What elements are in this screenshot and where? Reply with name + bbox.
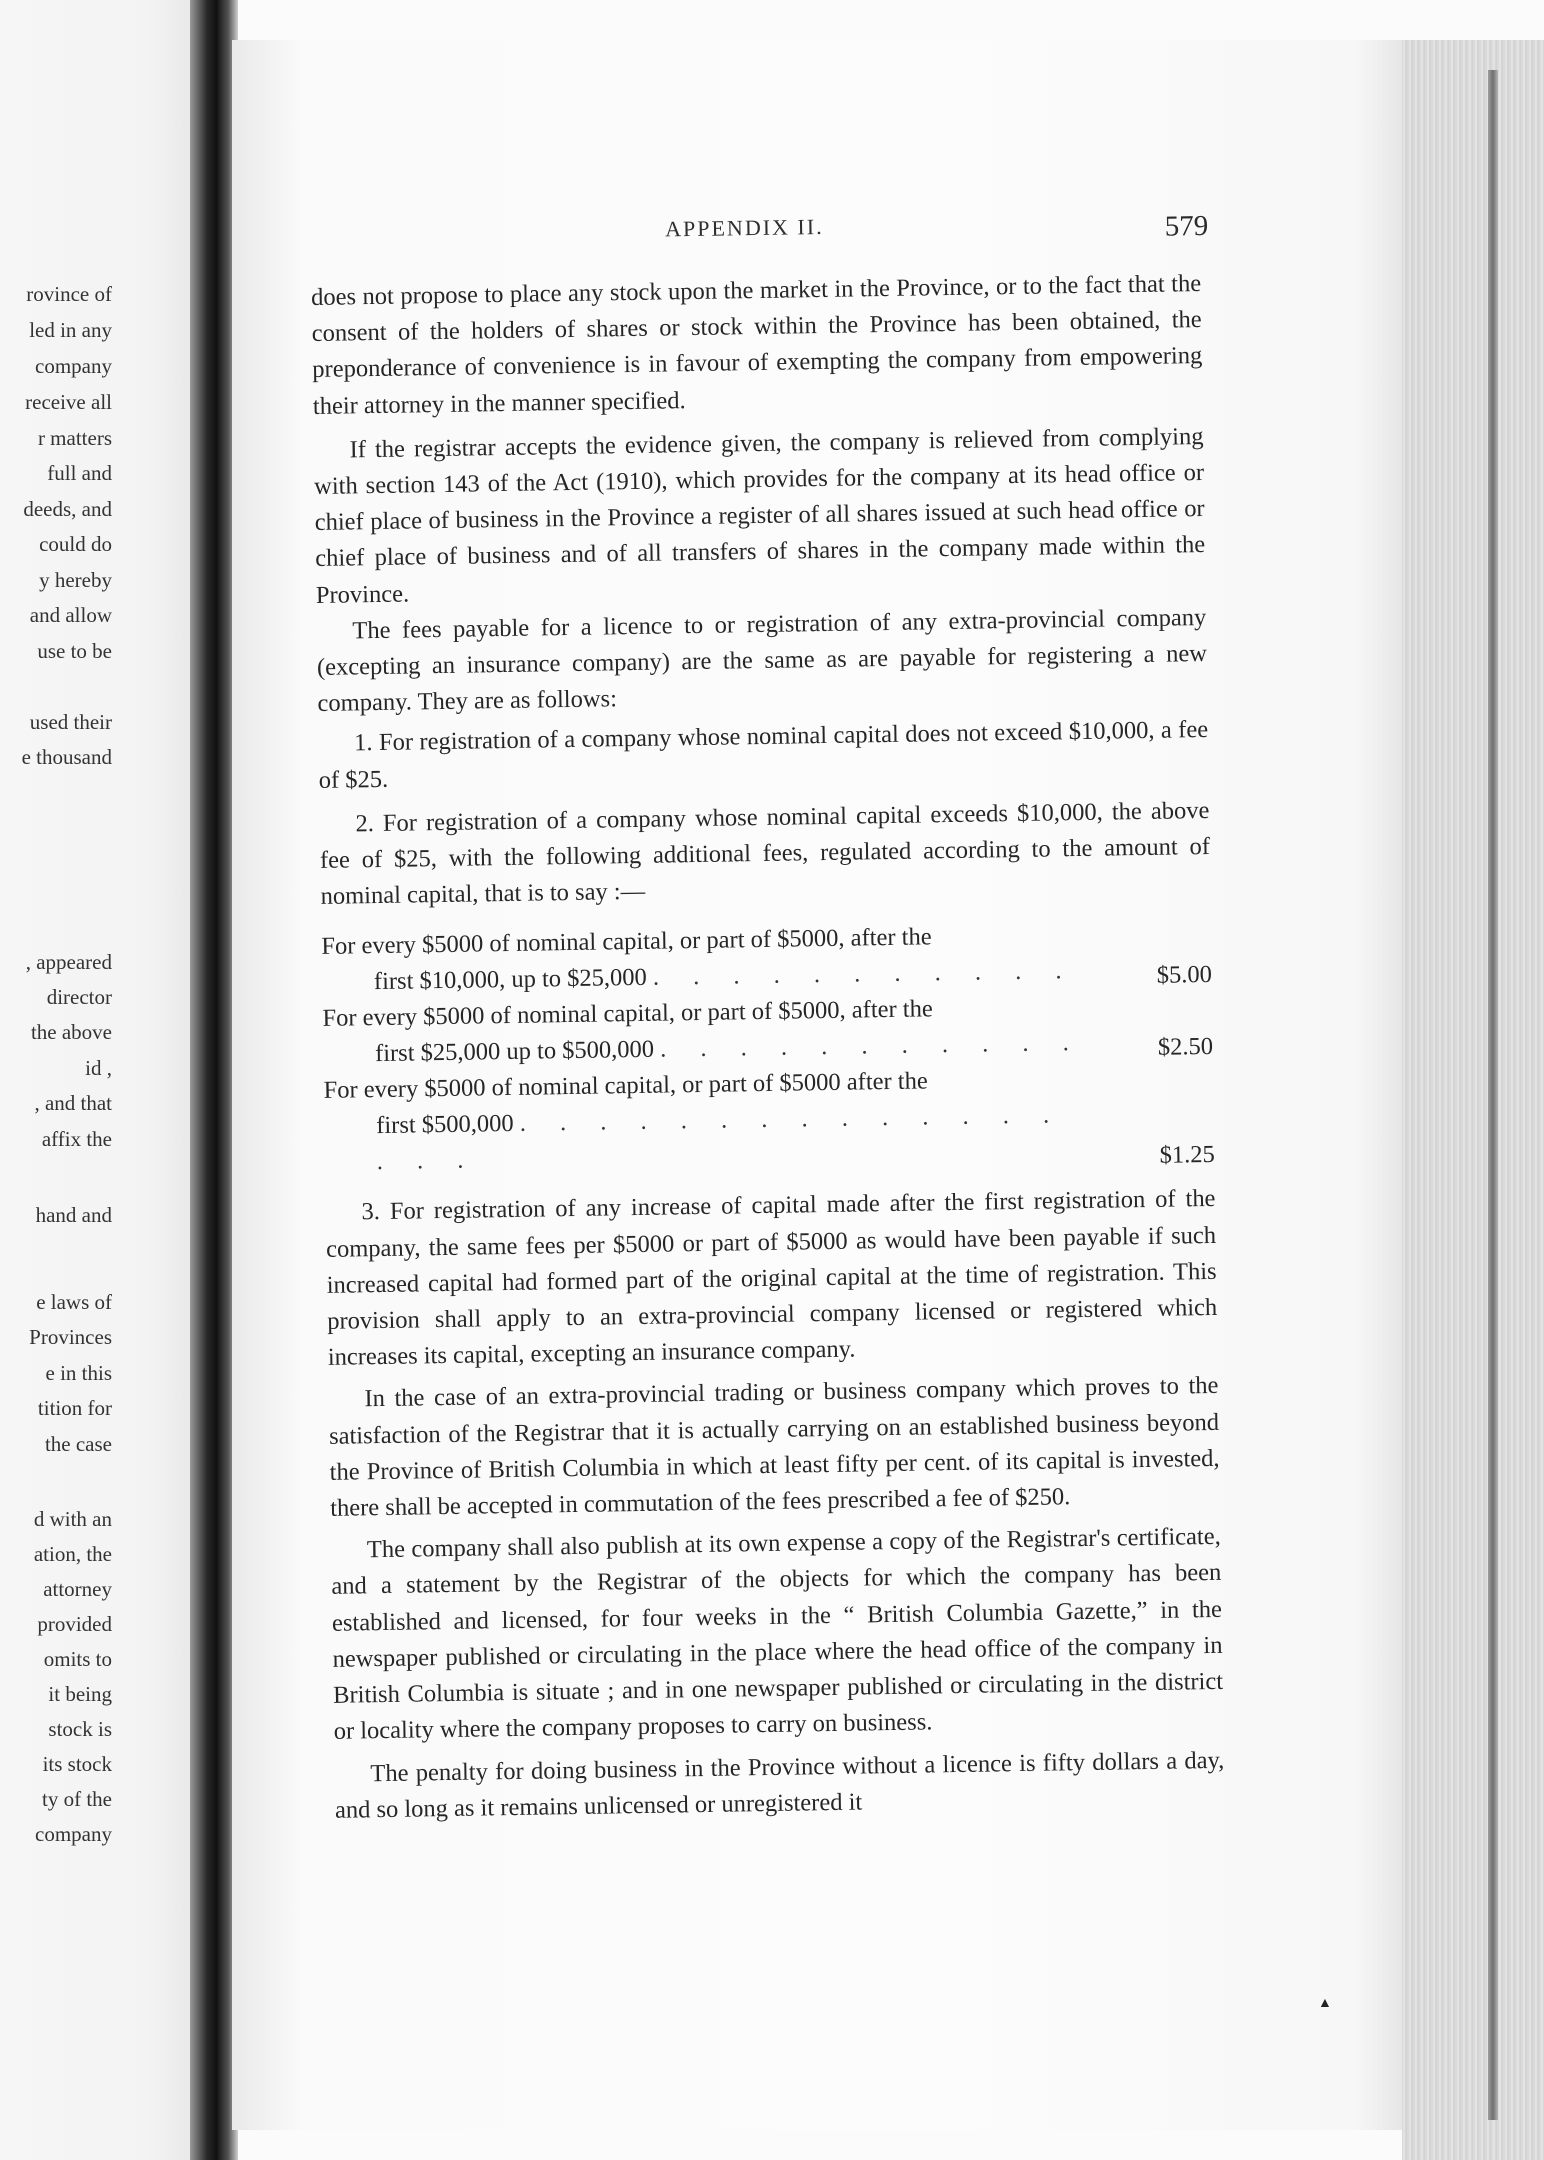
fee-schedule — [321, 915, 1215, 1181]
left-line: the above — [30, 1020, 112, 1044]
page-number: 579 — [1164, 209, 1209, 243]
left-line: omits to — [43, 1647, 112, 1671]
fee-amount: $2.50 — [1157, 1033, 1214, 1062]
left-line: e laws of — [36, 1290, 112, 1314]
left-line: , and that — [34, 1091, 112, 1115]
previous-page — [0, 0, 212, 2160]
page-text — [310, 208, 1225, 1829]
left-line: id , — [85, 1056, 112, 1080]
fee-row — [323, 1059, 1215, 1181]
left-line: , appeared — [25, 950, 112, 974]
left-line: stock is — [48, 1717, 112, 1741]
fee-description-continued: first $500,000 — [375, 1110, 514, 1140]
leader-dots: . . . . . . . . . . . — [659, 1029, 1083, 1064]
left-line: receive all — [25, 390, 112, 414]
left-line: rovince of — [26, 282, 112, 306]
fee-description: For every $5000 of nominal capital, or part of $5000, after the — [321, 923, 932, 961]
left-line: tition for — [37, 1396, 112, 1420]
fee-row — [322, 987, 1213, 1073]
left-line: company — [35, 1822, 112, 1846]
fee-description-continued: first $25,000 up to $500,000 — [374, 1036, 655, 1068]
left-line: affix the — [41, 1127, 112, 1151]
fee-row — [321, 915, 1212, 1001]
fee-amount: $1.25 — [1159, 1141, 1215, 1170]
paragraph: 3. For registration of any increase of capital made after the first registration of the company, the same fees per $5000 or part of $5000 as would have been payable if such increased capital had formed part of the original capital at the time of registration. This provision shall apply to an extra-provincial company licensed or registered which increases its capital, excepting an insurance company. — [325, 1185, 1218, 1372]
left-line: use to be — [37, 639, 112, 663]
left-line: company — [35, 354, 112, 378]
paragraph: does not propose to place any stock upon the market in the Province, or to the fact that the consent of the holders of shares or stock within the Province has been obtained, the preponderance of convenience is in favour of exempting the company from empowering their attorney in the manner specified. — [310, 270, 1203, 420]
left-line: y hereby — [39, 568, 112, 592]
left-line: director — [46, 985, 112, 1009]
paragraph: 1. For registration of a company whose nominal capital does not exceed $10,000, a fee of $25. — [318, 716, 1209, 794]
paragraph: The fees payable for a licence to or registration of any extra-provincial company (excepting an insurance company) are the same as are payable for registering a new company. They are as follows: — [316, 603, 1208, 718]
paragraph: The penalty for doing business in the Province without a licence is fifty dollars a day, and so long as it remains unlicensed or unregistered it — [334, 1746, 1225, 1824]
paragraph: If the registrar accepts the evidence given, the company is relieved from complying with section 143 of the Act (1910), which provides for the company at its head office or chief place of business in the Province a register of all shares issued at such head office or chief place of business and of all transfers of shares in the company made within the Province. — [313, 422, 1206, 609]
fee-description: For every $5000 of nominal capital, or part of $5000, after the — [322, 995, 933, 1033]
left-line: e in this — [45, 1361, 112, 1385]
left-line: and allow — [29, 603, 112, 627]
fee-amount: $5.00 — [1156, 961, 1213, 990]
left-line: attorney — [43, 1577, 112, 1601]
left-line: d with an — [33, 1507, 112, 1531]
previous-page-text — [0, 0, 112, 2160]
left-line: could do — [39, 532, 112, 556]
left-line: hand and — [35, 1203, 112, 1227]
left-line: ation, the — [33, 1542, 112, 1566]
left-line: provided — [37, 1612, 112, 1636]
fee-description-continued: first $10,000, up to $25,000 — [373, 964, 648, 996]
left-line: deeds, and — [23, 497, 112, 521]
paragraph: The company shall also publish at its own expense a copy of the Registrar's certificate, and a statement by the Registrar of the objects for which the company has been established and licensed, for four weeks in the “ British Columbia Gazette,” in the newspaper published or circulating in the place where the head office of the company in British Columbia is situate ; and in one newspaper published or circulating in the district or locality where the company proposes to carry on business. — [331, 1523, 1224, 1746]
left-line: used their — [29, 710, 112, 734]
running-title: APPENDIX II. — [664, 213, 824, 242]
left-line: e thousand — [21, 745, 112, 769]
book-gutter — [190, 0, 238, 2160]
left-line: the case — [44, 1432, 112, 1456]
paragraph: In the case of an extra-provincial trading or business company which proves to the satisfaction of the Registrar that it is actually carrying on an established business beyond the Province of British Columbia in which at least fifty per cent. of its capital is invested, there shall be accepted in commutation of the fees prescribed a fee of $250. — [328, 1372, 1220, 1522]
leader-dots: . . . . . . . . . . . — [652, 957, 1076, 992]
left-line: led in any — [29, 318, 112, 342]
left-line: r matters — [37, 426, 112, 450]
scan-mark: ▲ — [1318, 1996, 1332, 2011]
fee-description: For every $5000 of nominal capital, or part of $5000 after the — [323, 1067, 928, 1105]
left-line: its stock — [42, 1752, 112, 1776]
left-line: full and — [47, 461, 112, 485]
left-line: ty of the — [42, 1787, 112, 1811]
left-line: it being — [48, 1682, 112, 1706]
page-edges — [1402, 40, 1544, 2160]
leader-dots: . . . . . . . . . . . . . . . . . — [376, 1101, 1064, 1176]
paragraph: 2. For registration of a company whose nominal capital exceeds $10,000, the above fee of $25, with the following additional fees, regulated according to the amount of nominal capital, that is to say :— — [319, 796, 1211, 911]
left-line: Provinces — [29, 1325, 112, 1349]
